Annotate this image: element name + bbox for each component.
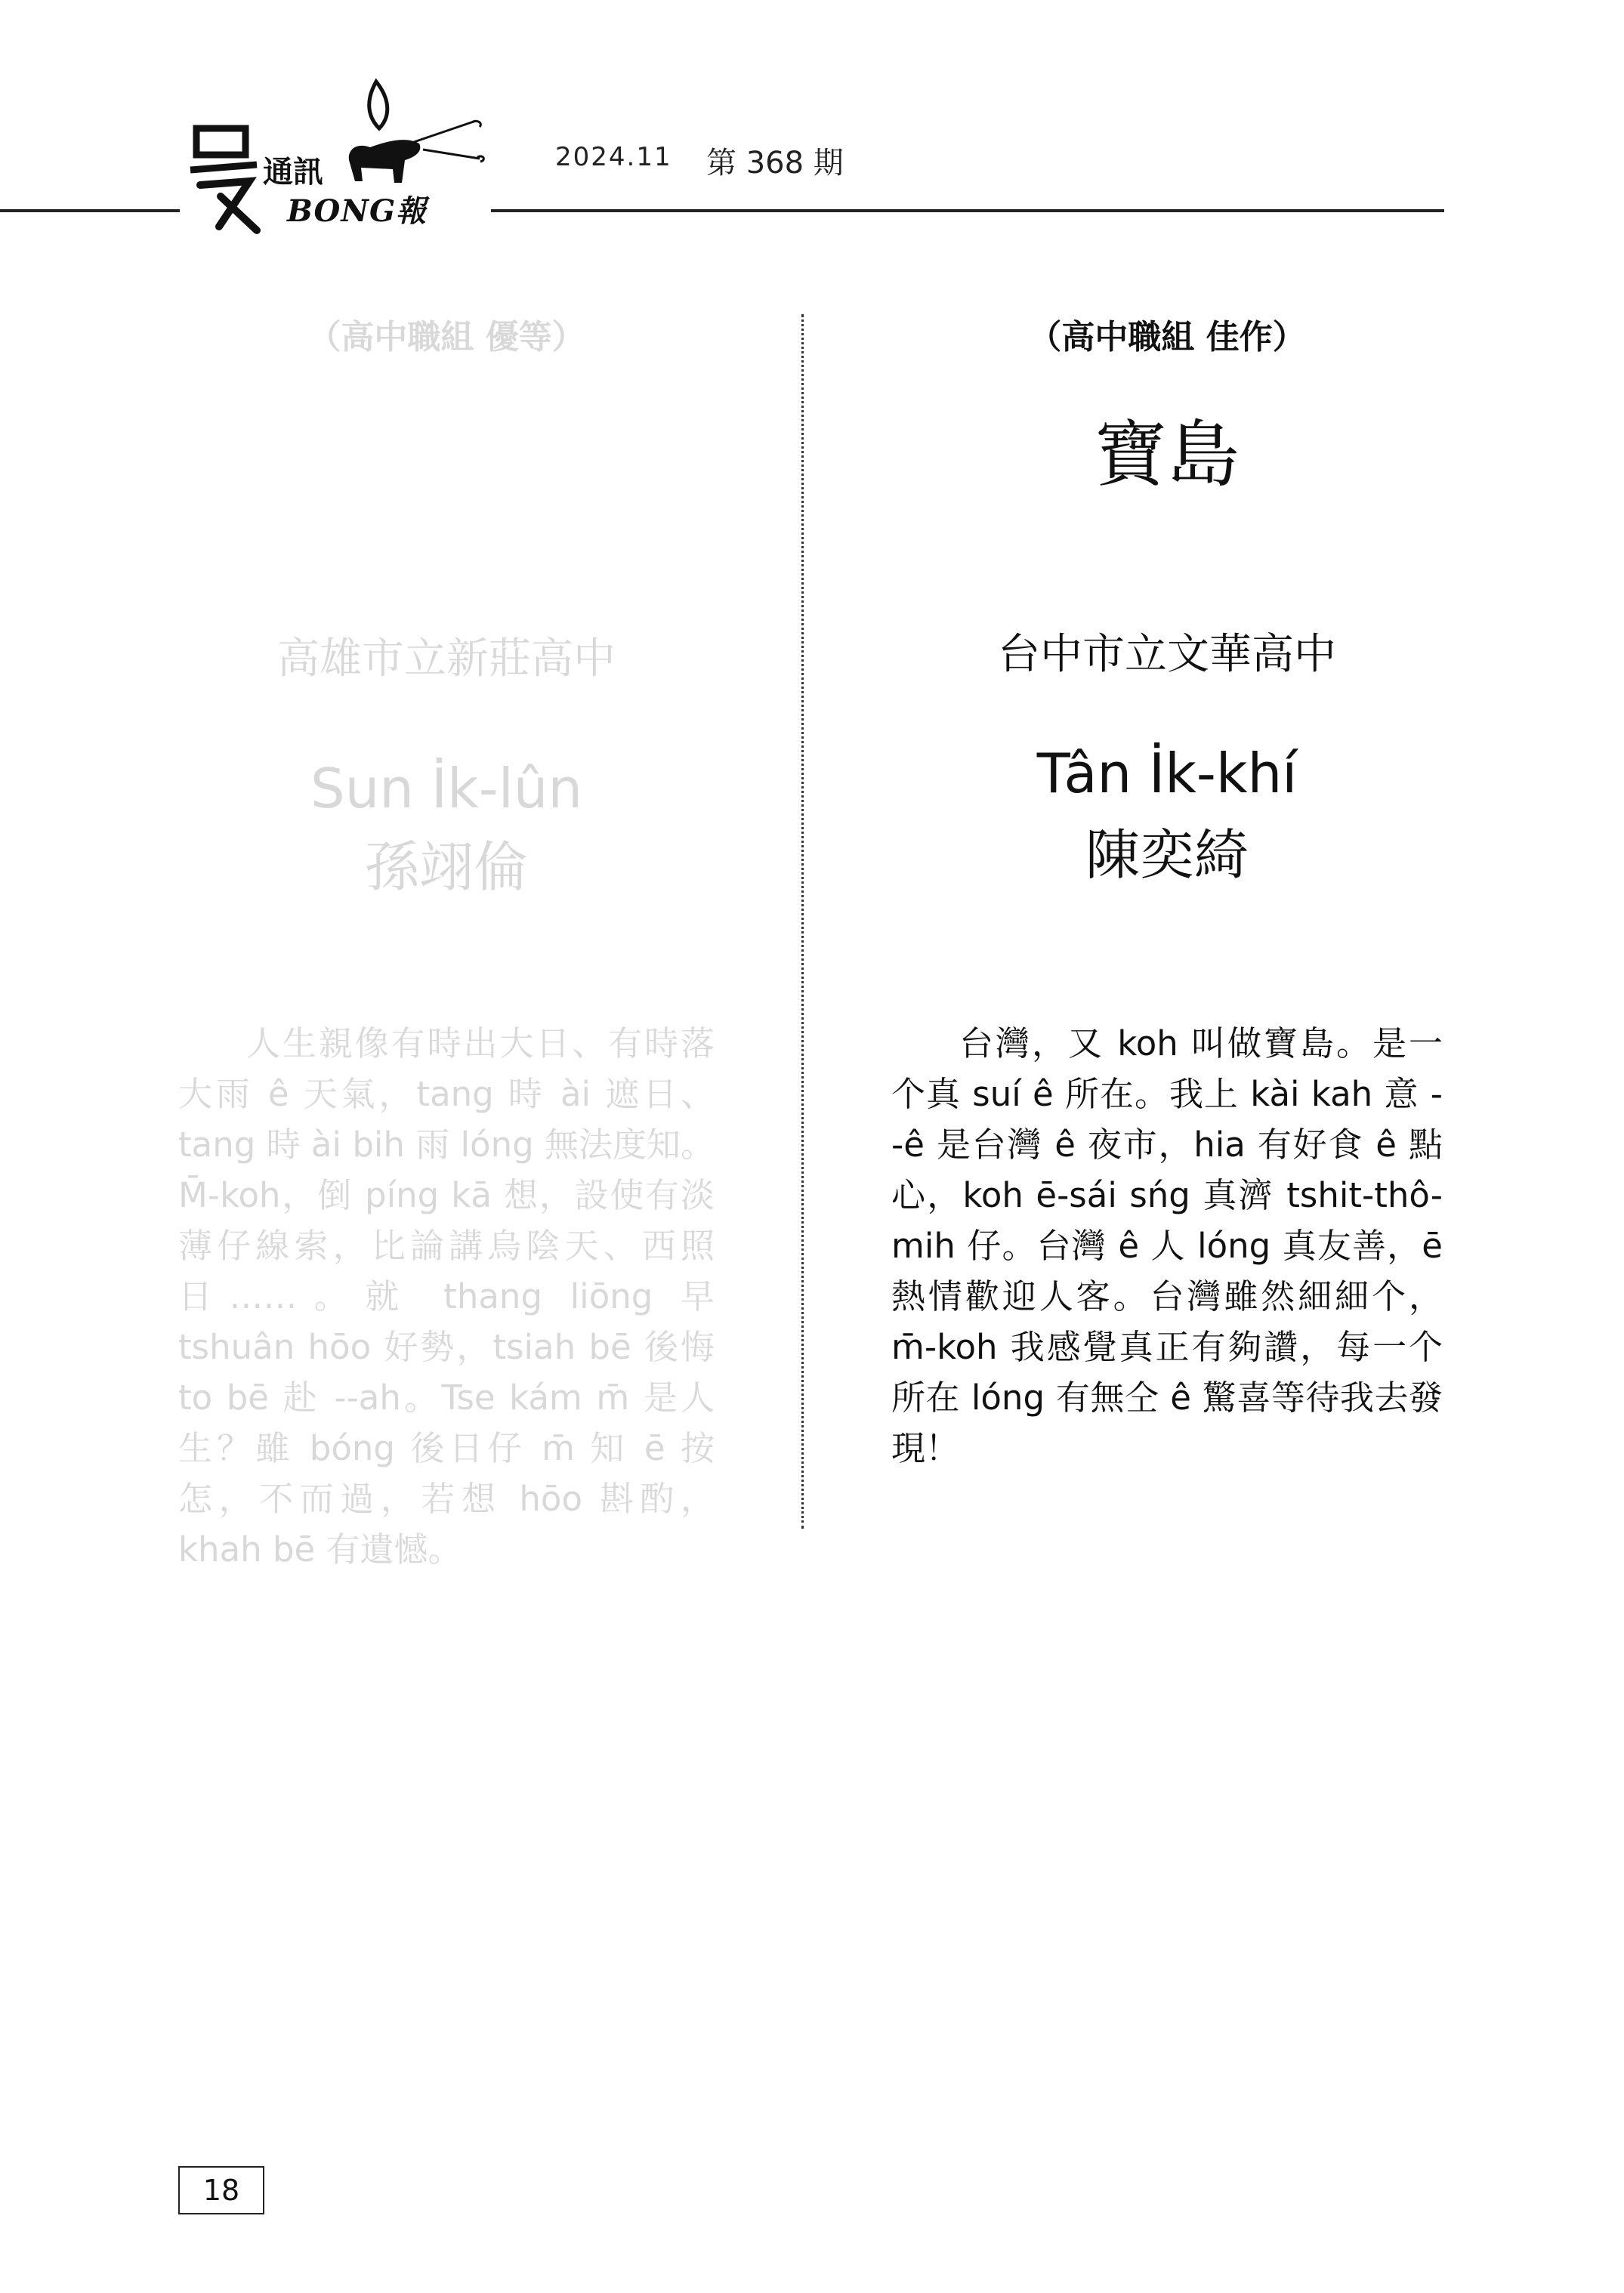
issue-number: 第 368 期	[706, 146, 844, 181]
logo-text-bong: BONG報	[287, 193, 428, 229]
right-category: （高中職組 佳作）	[1028, 318, 1306, 356]
left-school: 高雄市立新莊高中	[277, 634, 616, 684]
right-school: 台中市立文華高中	[998, 630, 1336, 679]
right-title: 寶島	[1095, 412, 1240, 497]
left-author-han: 孫翊倫	[364, 835, 528, 899]
left-category: （高中職組 優等）	[307, 318, 585, 356]
left-author-romanized: Sun İk-lûn	[310, 757, 583, 820]
right-body-text: 台灣，又 koh 叫做寶島。是一个真 suí ê 所在。我上 kài kah 意 --ê 是台灣 ê 夜市，hia 有好食 ê 點心，koh ē-sái sńg 真濟 tshit-thô-mih 仔。台灣 ê 人 lóng 真友善，ē 熱情歡迎人客。台灣雖然細細个，m̄-koh 我感覺真正有夠讚，每一个所在 lóng 有無仝 ê 驚喜等待我去發現！	[891, 1023, 1443, 1468]
issue-date: 2024.11	[555, 142, 672, 172]
right-author-han: 陳奕綺	[1085, 823, 1249, 887]
column-divider	[801, 314, 804, 1529]
page-number: 18	[178, 2166, 264, 2214]
right-author-romanized: Tân İk-khí	[1036, 742, 1298, 805]
logo-text-small: 通訊	[263, 154, 323, 190]
newsletter-logo	[174, 76, 491, 238]
header-rule-left	[0, 209, 180, 212]
header-rule-right	[491, 209, 1444, 212]
left-body-text: 人生親像有時出大日、有時落大雨 ê 天氣，tang 時 ài 遮日、tang 時 ài bih 雨 lóng 無法度知。M̄-koh，倒 píng kā 想，設使有淡薄仔線索，比論講烏陰天、西照日……。就 thang liōng 早 tshuân hōo 好勢，tsiah bē 後悔 to bē 赴 --ah。Tse kám m̄ 是人生？雖 bóng 後日仔 m̄ 知 ē 按怎，不而過，若想 hōo 斟酌，khah bē 有遺憾。	[178, 1023, 715, 1569]
